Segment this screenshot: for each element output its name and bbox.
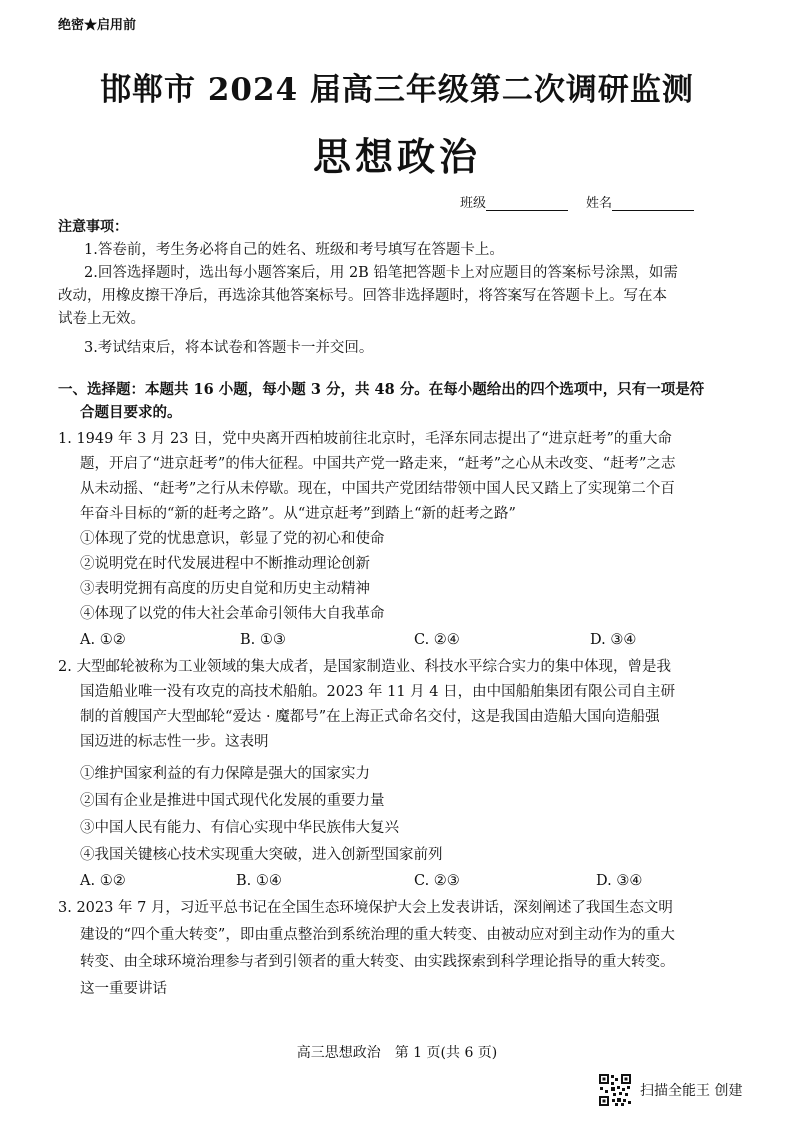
notes-line: 1.答卷前，考生务必将自己的姓名、班级和考号填写在答题卡上。 [84,242,504,258]
exam-title: 邯郸市 2024 届高三年级第二次调研监测 [100,72,694,108]
q2-option-d: D. ③④ [596,873,643,889]
q1-item: ②说明党在时代发展进程中不断推动理论创新 [80,556,370,572]
q1-item: ①体现了党的忧患意识，彰显了党的初心和使命 [80,531,385,547]
subject-title: 思想政治 [312,134,481,179]
class-name-line [460,192,694,211]
q2-stem-line: 制的首艘国产大型邮轮“爱达 · 魔都号”在上海正式命名交付，这是我国由造船大国向造船强 [80,709,660,725]
q2-option-a: A. ①② [80,873,126,889]
q1-item: ④体现了以党的伟大社会革命引领伟大自我革命 [80,606,385,622]
class-label: 班级 [460,196,487,211]
qr-code-icon [598,1073,632,1107]
q2-item: ①维护国家利益的有力保障是强大的国家实力 [80,766,370,782]
q2-item: ④我国关键核心技术实现重大突破，进入创新型国家前列 [80,847,443,863]
q1-option-b: B. ①③ [240,632,286,648]
q1-stem-line: 1. 1949 年 3 月 23 日，党中央离开西柏坡前往北京时，毛泽东同志提出了“进京赶考”的重大命 [58,431,672,447]
notes-line: 试卷上无效。 [58,311,145,327]
class-blank [486,196,568,211]
name-label: 姓名 [586,196,613,211]
notes-title: 注意事项： [58,219,128,235]
q2-item: ③中国人民有能力、有信心实现中华民族伟大复兴 [80,820,399,836]
q2-option-b: B. ①④ [236,873,282,889]
secret-label: 绝密★启用前 [58,18,137,33]
q2-options [0,873,794,895]
q2-item: ②国有企业是推进中国式现代化发展的重要力量 [80,793,385,809]
section-heading-cont: 合题目要求的。 [80,404,182,421]
q1-item: ③表明党拥有高度的历史自觉和历史主动精神 [80,581,370,597]
q3-stem-line: 建设的“四个重大转变”，即由重点整治到系统治理的重大转变、由被动应对到主动作为的重大 [80,927,675,943]
notes-line: 改动，用橡皮擦干净后，再选涂其他答案标号。回答非选择题时，将答案写在答题卡上。写在本 [58,288,667,304]
q1-options [0,632,794,654]
q1-option-c: C. ②④ [414,632,460,648]
scanner-watermark [598,1073,742,1107]
q2-stem-line: 2. 大型邮轮被称为工业领域的集大成者，是国家制造业、科技水平综合实力的集中体现，曾是我 [58,659,671,675]
q1-option-a: A. ①② [80,632,126,648]
notes-line: 3.考试结束后，将本试卷和答题卡一并交回。 [84,340,374,356]
q1-stem-line: 年奋斗目标的“新的赶考之路”。从“进京赶考”到踏上“新的赶考之路” [80,506,516,522]
q1-option-d: D. ③④ [590,632,637,648]
q3-stem-line: 3. 2023 年 7 月，习近平总书记在全国生态环境保护大会上发表讲话，深刻阐述了我国生态文明 [58,900,673,916]
notes-line: 2.回答选择题时，选出每小题答案后，用 2B 铅笔把答题卡上对应题目的答案标号涂黑，如需 [84,265,678,281]
q1-stem-line: 题，开启了“进京赶考”的伟大征程。中国共产党一路走来，“赶考”之心从未改变、“赶考”之志 [80,456,676,472]
q2-stem-line: 国造船业唯一没有攻克的高技术船舶。2023 年 11 月 4 日，由中国船舶集团有限公司自主研 [80,684,676,700]
page-footer: 高三思想政治 第 1 页(共 6 页) [296,1045,498,1061]
q1-stem-line: 从未动摇、“赶考”之行从未停歇。现在，中国共产党团结带领中国人民又踏上了实现第二个百 [80,481,675,497]
q2-option-c: C. ②③ [414,873,460,889]
watermark-text: 扫描全能王 创建 [640,1083,743,1099]
name-blank [612,196,694,211]
q3-stem-line: 转变、由全球环境治理参与者到引领者的重大转变、由实践探索到科学理论指导的重大转变。 [80,954,675,970]
q3-stem-line: 这一重要讲话 [80,981,167,997]
section-heading: 一、选择题：本题共 16 小题，每小题 3 分，共 48 分。在每小题给出的四个选项中，只有一项是符 [58,381,705,398]
q2-stem-line: 国迈进的标志性一步。这表明 [80,734,269,750]
